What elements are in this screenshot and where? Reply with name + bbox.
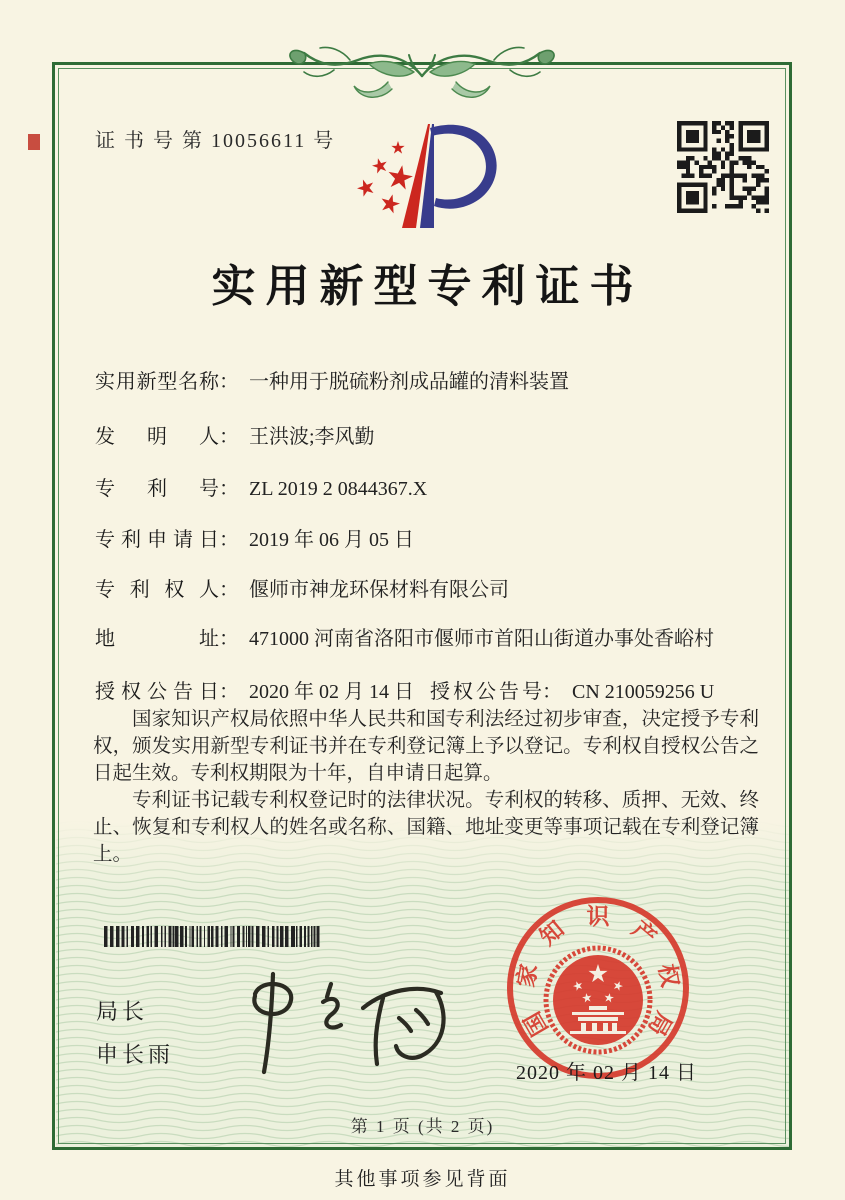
grant-date-label: 授权公告日 <box>95 681 219 703</box>
field-row <box>95 622 714 651</box>
certificate-title: 实用新型专利证书 <box>211 262 644 311</box>
seal-date: 2020 年 02 月 14 日 <box>516 1062 697 1084</box>
red-edge-mark <box>28 134 40 150</box>
grant-row <box>95 675 715 704</box>
back-side-note: 其他事项参见背面 <box>334 1169 511 1190</box>
field-colon: ： <box>219 628 239 650</box>
page-number: 第 1 页 (共 2 页) <box>350 1117 495 1136</box>
field-value: ZL 2019 2 0844367.X <box>249 478 428 500</box>
field-label: 专利申请日 <box>95 529 219 551</box>
field-colon: ： <box>219 529 239 551</box>
green-scroll-ornament <box>280 36 564 108</box>
grant-no-pair <box>430 675 714 704</box>
svg-text:知: 知 <box>535 916 569 951</box>
field-colon: ： <box>219 371 239 393</box>
field-row <box>95 573 509 602</box>
svg-text:家: 家 <box>513 962 542 990</box>
barcode <box>104 926 320 947</box>
grant-date-value: 2020 年 02 月 14 日 <box>249 681 414 703</box>
svg-text:局: 局 <box>643 1007 677 1040</box>
field-colon: ： <box>219 681 239 703</box>
director-title-label: 局长 <box>96 999 149 1024</box>
field-value: 偃师市神龙环保材料有限公司 <box>249 579 509 601</box>
director-handwritten-signature <box>225 962 460 1084</box>
field-row <box>95 523 414 552</box>
field-label: 发明人 <box>95 426 219 448</box>
field-row <box>95 365 569 394</box>
grant-no-value: CN 210059256 U <box>572 681 715 703</box>
field-label: 实用新型名称 <box>95 371 219 393</box>
svg-text:产: 产 <box>627 916 661 951</box>
field-value: 一种用于脱硫粉剂成品罐的清料装置 <box>249 371 569 393</box>
svg-text:权: 权 <box>654 962 683 990</box>
field-value: 471000 河南省洛阳市偃师市首阳山街道办事处香峪村 <box>249 628 714 650</box>
grant-no-label: 授权公告号 <box>430 681 542 703</box>
field-row <box>95 420 375 449</box>
certificate-number: 证 书 号 第 10056611 号 <box>95 130 336 152</box>
legal-paragraph-1: 国家知识产权局依照中华人民共和国专利法经过初步审查，决定授予专利权，颁发实用新型专利证书并在专利登记簿上予以登记。专利权自授权公告之日起生效。专利权期限为十年，自申请日起算。 <box>93 709 759 784</box>
qr-code <box>677 121 769 213</box>
svg-text:国: 国 <box>519 1007 553 1040</box>
field-colon: ： <box>219 426 239 448</box>
field-colon: ： <box>219 579 239 601</box>
legal-text <box>93 706 759 868</box>
svg-text:识: 识 <box>586 904 610 929</box>
field-label: 专利权人 <box>95 579 219 601</box>
legal-paragraph-2: 专利证书记载专利权登记时的法律状况。专利权的转移、质押、无效、终止、恢复和专利权人的姓名或名称、国籍、地址变更等事项记载在专利登记簿上。 <box>93 790 759 865</box>
field-label: 地址 <box>95 628 219 650</box>
field-colon: ： <box>219 478 239 500</box>
director-name-label: 申长雨 <box>96 1042 175 1067</box>
field-colon: ： <box>542 681 562 703</box>
cnipa-patent-logo <box>338 118 504 236</box>
field-value: 2019 年 06 月 05 日 <box>249 529 414 551</box>
field-row <box>95 472 427 501</box>
field-value: 王洪波;李风勤 <box>249 426 375 448</box>
field-label: 专利号 <box>95 478 219 500</box>
